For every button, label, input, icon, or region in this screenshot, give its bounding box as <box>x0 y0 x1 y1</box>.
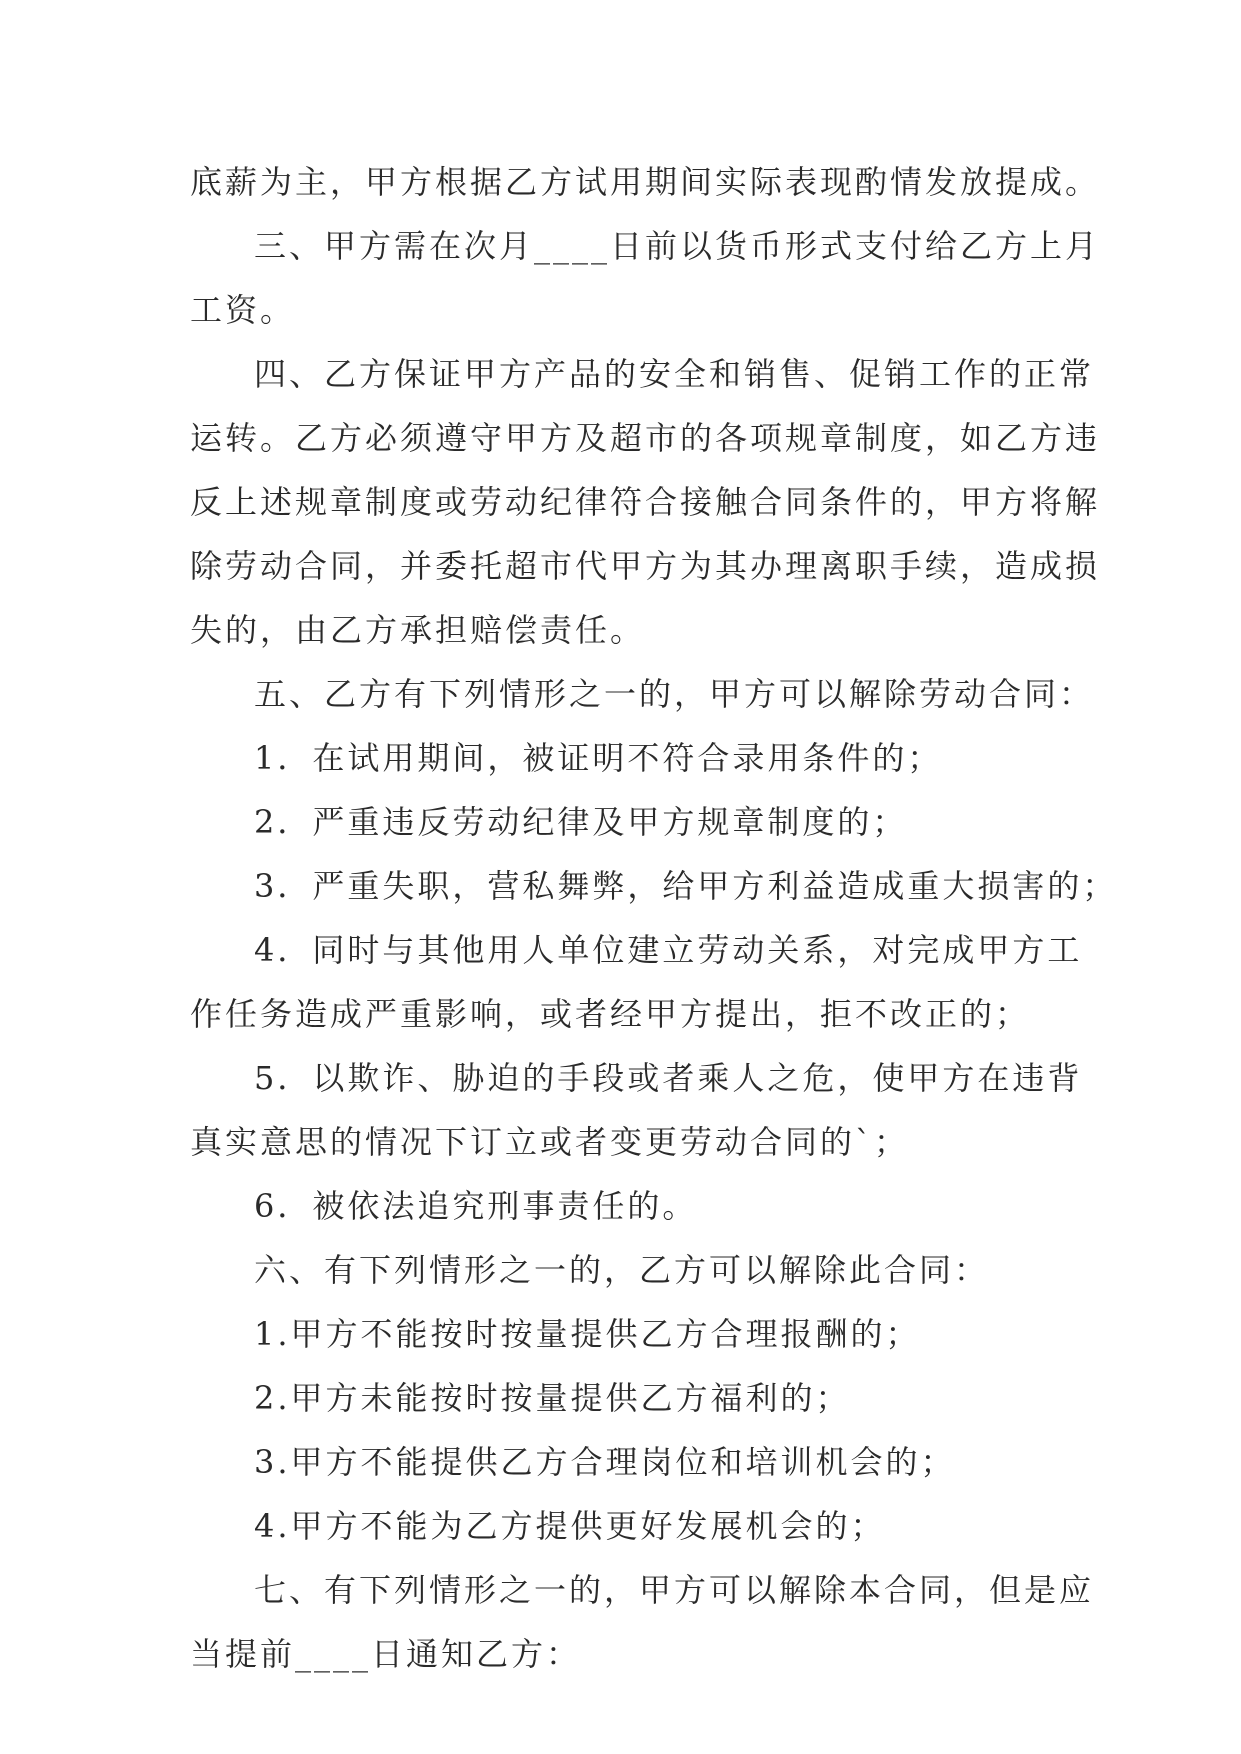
text-line-12: 3．严重失职，营私舞弊，给甲方利益造成重大损害的； <box>254 867 1118 905</box>
text-line-21: 3.甲方不能提供乙方合理岗位和培训机会的； <box>254 1443 956 1481</box>
text-line-9: 五、乙方有下列情形之一的，甲方可以解除劳动合同： <box>254 675 1095 713</box>
text-line-2: 三、甲方需在次月____日前以货币形式支付给乙方上月 <box>254 227 1101 265</box>
text-line-16: 真实意思的情况下订立或者变更劳动合同的`； <box>190 1123 910 1161</box>
text-line-22: 4.甲方不能为乙方提供更好发展机会的； <box>254 1507 886 1545</box>
document-body <box>190 150 1118 1686</box>
text-line-14: 作任务造成严重影响，或者经甲方提出，拒不改正的； <box>190 995 1031 1033</box>
text-line-11: 2．严重违反劳动纪律及甲方规章制度的； <box>254 803 908 841</box>
text-line-3: 工资。 <box>190 291 296 329</box>
text-line-13: 4．同时与其他用人单位建立劳动关系，对完成甲方工 <box>254 931 1083 969</box>
text-line-7: 除劳动合同，并委托超市代甲方为其办理离职手续，造成损 <box>190 547 1101 585</box>
text-line-10: 1．在试用期间，被证明不符合录用条件的； <box>254 739 943 777</box>
text-line-23: 七、有下列情形之一的，甲方可以解除本合同，但是应 <box>254 1571 1095 1609</box>
text-line-5: 运转。乙方必须遵守甲方及超市的各项规章制度，如乙方违 <box>190 419 1101 457</box>
text-line-6: 反上述规章制度或劳动纪律符合接触合同条件的，甲方将解 <box>190 483 1101 521</box>
text-line-8: 失的，由乙方承担赔偿责任。 <box>190 611 646 649</box>
text-line-19: 1.甲方不能按时按量提供乙方合理报酬的； <box>254 1315 921 1353</box>
text-line-4: 四、乙方保证甲方产品的安全和销售、促销工作的正常 <box>254 355 1095 393</box>
text-line-17: 6．被依法追究刑事责任的。 <box>254 1187 698 1225</box>
text-line-15: 5．以欺诈、胁迫的手段或者乘人之危，使甲方在违背 <box>254 1059 1083 1097</box>
text-line-20: 2.甲方未能按时按量提供乙方福利的； <box>254 1379 851 1417</box>
text-line-1: 底薪为主，甲方根据乙方试用期间实际表现酌情发放提成。 <box>190 163 1101 201</box>
text-line-18: 六、有下列情形之一的，乙方可以解除此合同： <box>254 1251 990 1289</box>
text-line-24: 当提前____日通知乙方： <box>190 1635 582 1673</box>
